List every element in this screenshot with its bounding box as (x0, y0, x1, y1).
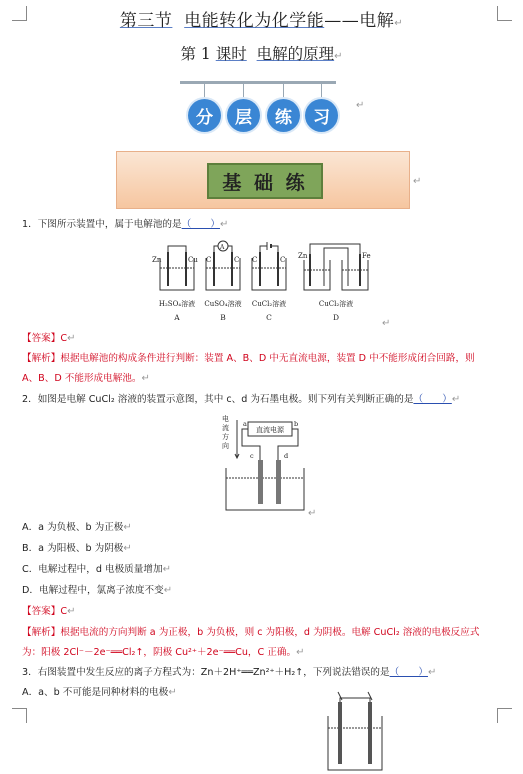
paragraph-mark: ↵ (356, 100, 365, 111)
badge-string (243, 84, 244, 98)
side-label-char: 电 (222, 415, 229, 423)
question-1-analysis-continued (22, 372, 150, 386)
paragraph-mark: ↵ (163, 585, 173, 596)
terminal-a-label: a (243, 420, 247, 428)
badge-fen: 分 (188, 99, 221, 132)
question-2 (22, 393, 460, 407)
question-2-analysis (22, 626, 479, 640)
question-2-analysis-continued (22, 646, 304, 660)
apparatus-d-left-electrode: Zn (298, 252, 308, 260)
question-3-option-a (22, 686, 177, 700)
title-dash-topic: ——电解 (324, 11, 395, 31)
side-label-char: 流 (222, 424, 229, 432)
apparatus-a-solution: H₂SO₄溶液 (158, 300, 196, 308)
question-2-option-a (22, 521, 132, 535)
electrode-d-label: d (284, 452, 289, 460)
paragraph-mark: ↵ (219, 219, 229, 230)
badge-xi: 习 (305, 99, 338, 132)
analysis-line: A、B、D 不能形成电解池。 (22, 373, 142, 384)
subtitle-number: 1 (200, 45, 211, 63)
paragraph-mark: ↵ (308, 508, 317, 519)
terminal-b-label: b (294, 420, 299, 428)
banner-label: 基 础 练 (207, 163, 323, 199)
q3-cell-figure (322, 690, 388, 772)
answer-tag: 【答案】 (22, 333, 61, 344)
question-1-text: 1．下图所示装置中，属于电解池的是 (22, 219, 182, 230)
paragraph-mark: ↵ (382, 318, 391, 329)
subtitle-topic: 电解的原理 (256, 45, 335, 63)
electrode-b (368, 702, 372, 764)
question-3 (22, 666, 436, 680)
paragraph-mark: ↵ (141, 373, 150, 384)
corner-mark-bottom-left (12, 708, 27, 723)
option-text: D．电解过程中，氯离子浓度不变 (22, 585, 164, 596)
page-title (0, 6, 523, 31)
paragraph-mark: ↵ (168, 687, 177, 698)
apparatus-b-solution: CuSO₄溶液 (204, 300, 242, 308)
paragraph-mark: ↵ (427, 667, 437, 678)
option-text: C．电解过程中，d 电极质量增加 (22, 564, 163, 575)
section-banner (116, 151, 410, 209)
title-topic: 电能转化为化学能 (184, 11, 325, 31)
apparatus-b-left-electrode: C (206, 256, 212, 264)
badge-string (321, 84, 322, 98)
question-3-blank: （ ） (389, 667, 428, 678)
option-text: A．a、b 不可能是同种材料的电极 (22, 687, 169, 698)
apparatus-c-left-electrode: C (252, 256, 258, 264)
apparatus-d (304, 244, 368, 290)
section-badges (180, 81, 336, 141)
paragraph-mark: ↵ (296, 647, 305, 658)
electrode-a (338, 702, 342, 764)
badge-lian: 练 (267, 99, 300, 132)
corner-mark-bottom-right (497, 708, 512, 723)
analysis-line: 为：阳极 2Cl⁻－2e⁻══Cl₂↑，阴极 Cu²⁺＋2e⁻══Cu，C 正确。 (22, 647, 297, 658)
question-3-text: 3．右图装置中发生反应的离子方程式为：Zn＋2H⁺══Zn²⁺＋H₂↑，下列说法错误的是 (22, 667, 390, 678)
apparatus-c-right-electrode: C (280, 256, 286, 264)
apparatus-c-label: C (266, 313, 272, 322)
paragraph-mark: ↵ (67, 606, 76, 617)
apparatus-b-meter: A (220, 244, 225, 251)
paragraph-mark: ↵ (123, 543, 132, 554)
badge-string (204, 84, 205, 98)
badge-ceng: 层 (227, 99, 260, 132)
electrode-c-label: c (250, 452, 254, 460)
q1-apparatus-figure (148, 240, 380, 326)
question-1-blank: （ ） (181, 219, 220, 230)
answer-value: C (60, 606, 68, 617)
apparatus-c (252, 242, 286, 290)
power-supply-label: 直流电源 (256, 426, 284, 434)
option-text: A．a 为负极、b 为正极 (22, 522, 124, 533)
apparatus-a (160, 246, 194, 290)
subtitle-prefix: 第 (180, 45, 196, 63)
electrode-c (258, 460, 263, 504)
paragraph-mark: ↵ (413, 176, 422, 187)
paragraph-mark: ↵ (451, 394, 461, 405)
apparatus-a-left-electrode: Zn (152, 256, 162, 264)
page-subtitle (0, 42, 523, 64)
paragraph-mark: ↵ (334, 51, 343, 62)
analysis-line: 根据电解池的构成条件进行判断：装置 A、B、D 中无直流电源，装置 D 中不能形成闭合回路，则 (60, 353, 475, 364)
question-1 (22, 218, 228, 232)
analysis-tag: 【解析】 (22, 353, 61, 364)
subtitle-lesson: 课时 (215, 45, 247, 63)
title-section-number: 第三节 (119, 11, 173, 31)
analysis-tag: 【解析】 (22, 627, 61, 638)
question-2-answer (22, 605, 75, 619)
paragraph-mark: ↵ (394, 18, 404, 29)
option-text: B．a 为阳极、b 为阴极 (22, 543, 124, 554)
question-1-answer (22, 332, 75, 346)
apparatus-d-label: D (332, 313, 340, 322)
side-label-char: 方 (222, 433, 229, 441)
question-1-analysis (22, 352, 475, 366)
apparatus-d-solution: CuCl₂溶液 (318, 300, 354, 308)
apparatus-a-label: A (174, 313, 180, 322)
apparatus-d-right-electrode: Fe (362, 252, 371, 260)
analysis-line: 根据电流的方向判断 a 为正极，b 为负极，则 c 为阳极，d 为阴极。电解 CuCl₂ 溶液的电极反应式 (60, 627, 480, 638)
question-2-blank: （ ） (413, 394, 452, 405)
badge-string (283, 84, 284, 98)
question-2-option-b (22, 542, 132, 556)
apparatus-b-label: B (220, 313, 226, 322)
q2-electrolysis-diagram (222, 412, 308, 516)
apparatus-b-right-electrode: C (234, 256, 240, 264)
question-2-option-d (22, 584, 172, 598)
paragraph-mark: ↵ (123, 522, 132, 533)
answer-tag: 【答案】 (22, 606, 61, 617)
side-label-char: 向 (222, 442, 229, 450)
question-2-option-c (22, 563, 171, 577)
paragraph-mark: ↵ (162, 564, 171, 575)
answer-value: C (60, 333, 68, 344)
paragraph-mark: ↵ (67, 333, 76, 344)
question-2-text: 2．如图是电解 CuCl₂ 溶液的装置示意图，其中 c、d 为石墨电极。则下列有关判断正确的是 (22, 394, 414, 405)
electrode-d (276, 460, 281, 504)
apparatus-c-solution: CuCl₂溶液 (251, 300, 287, 308)
apparatus-a-right-electrode: Cu (188, 256, 198, 264)
